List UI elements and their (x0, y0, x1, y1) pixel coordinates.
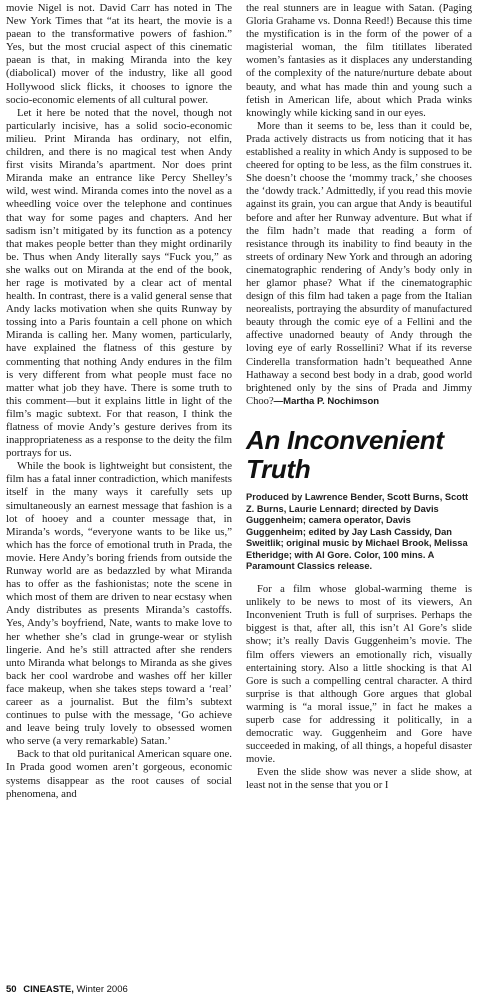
page-number: 50 (6, 984, 17, 995)
paragraph: Back to that old puritanical American square one. In Prada good women aren’t gorgeous, economic systems disappear as the root causes of social phenomena, and (6, 748, 232, 800)
review-title: An Inconvenient Truth (246, 424, 444, 484)
article-page (6, 2, 474, 980)
issue-date: Winter 2006 (76, 984, 128, 995)
paragraph: Let it here be noted that the novel, though not particularly incisive, has a solid socio-economic milieu. Print Miranda has ordinary, not elfin, children, and there is no magical test when Andy first visits Miranda’s apartment. Nor does print Miranda make an entrance like Percy Shelley’s wild, west wind. Miranda comes into the novel as a wheedling voice over the telephone and continues that way for some pages and chapters. And her sadism isn’t mitigated by its function as a potency that makes people better than they might ordinarily be. Thus when Andy literally says “Fuck you,” as she walks out on Miranda at the end of the book, her rage is motivated by a clear act of mental health. In contrast, there is a valid general sense that Andy lacks motivation when she quits Runway by tossing into a Paris fountain a cell phone on which Miranda is calling her. Many women, particularly, have explained the flatness of this gesture by commenting that nothing Andy endures in the film is very different from what people must face no matter what job they have. There is some truth to this comment—but it explains little in light of the film’s magic subtext. For that reason, I think the flatness of movie Andy’s gesture derives from its inappropriateness as a response to the deity the film portrays for us. (6, 106, 232, 460)
film-credits: Produced by Lawrence Bender, Scott Burns, Scott Z. Burns, Laurie Lennard; directed by Davis Guggenheim; camera operator, Davis Guggenheim; edited by Jay Lash Cassidy, Dan Sweitlik; original music by Michael Brook, Melissa Etheridge; with Al Gore. Color, 100 mins. A Paramount Classics release. (246, 491, 469, 572)
magazine-name: CINEASTE, (23, 984, 74, 995)
paragraph: movie Nigel is not. David Carr has noted in The New York Times that “at its heart, the movie is a paean to the transformative powers of fashion.” Yes, but the most crucial aspect of this cinematic paean is that, in making Miranda into the key (diabolical) mover of the industry, like all good Hollywood slick flicks, it chooses to ignore the socio-economic elements of all cultural power. (6, 2, 232, 106)
left-column (6, 2, 232, 801)
right-column (246, 2, 472, 793)
paragraph: the real stunners are in league with Satan. (Paging Gloria Grahame vs. Donna Reed!) Because this time the mystification is in the form of the power of a magisterial woman, the film titillates liberated women’s fantasies as it displaces any understanding of the complexity of the nature/nurture debate about beauty, and what has made thin and young such a fetish in American life, about which Prada winks knowingly while kicking sand in our eyes. (246, 3, 472, 119)
author-signature: —Martha P. Nochimson (273, 395, 380, 407)
paragraph (246, 120, 472, 408)
paragraph-text: More than it seems to be, less than it could be, Prada actively distracts us from noticing that it has established a reality in which Andy is supposed to be cheered for opting to be less, as the film construes it. She doesn’t choose the ‘mommy track,’ she chooses the ‘dowdy track.’ Admittedly, if you read this movie against its grain, you can argue that Andy is beautiful before and after her Runway adventure. But what if the film hadn’t made that reading a form of resistance through its inability to find beauty in the streets of ordinary New York and through an adoring cinematographic rendering of Andy’s body only in her glamor phase? What if the cinematographic design of this film had taken a page from the Italian neorealists, portraying the absurdity of manufactured beauty through the comic eye of a Fellini and the affective unadorned beauty of Andy through the loving eye of early Rossellini? What if its reverse Cinderella transformation hadn’t bequeathed Anne Hathaway a second best body in a drab, good world brightened only by the sins of Prada and Jimmy Choo? (246, 120, 472, 407)
paragraph: For a film whose global-warming theme is unlikely to be news to most of its viewers, An Inconvenient Truth is full of surprises. Perhaps the biggest is that, after all, this isn’t Al Gore’s slide show; it’s really Davis Guggenheim’s movie. The film offers viewers an emotionally rich, visually entertaining story. Also a little shocking is that Al Gore is such a compelling central character. A third surprise is that although Gore argues that global warming is “a moral issue,” in fact he makes a superb case for addressing it politically, in a democratic way. Guggenheim and Gore have succeeded in making, of all things, a hopeful disaster movie. (246, 584, 472, 766)
paragraph: Even the slide show was never a slide show, at least not in the sense that you or I (246, 767, 472, 792)
paragraph: While the book is lightweight but consistent, the film has a fatal inner contradiction, which manifests itself in the many ways it carefully sets up simultaneously an earnest message that fashion is a lot of hooey and a counter message that, in Miranda’s words, “everyone wants to be like us,” which has the force of emotional truth in Prada, the movie. Here Andy’s boring friends from outside the Runway world are as bedazzled by what Miranda has to offer as the fashionistas; note the scene in which most of them are driven to near ecstasy when Andy distributes as presents Miranda’s castoffs. Yes, Andy’s boyfriend, Nate, wants to make love to her whether she’s clad in grunge-wear or stylish lingerie. And he’s still attracted after she renders unto Miranda what belongs to Miranda as she gives back her cool wardrobe and washes off her killer face makeup, when she takes steps toward a ‘real’ career as a journalist. But the film’s subtext continues to pulse with the message, ‘Go achieve and leave being truly lovely to obsessed women who serve (a very remarkable) Satan.’ (6, 460, 232, 748)
page-footer (6, 984, 128, 995)
